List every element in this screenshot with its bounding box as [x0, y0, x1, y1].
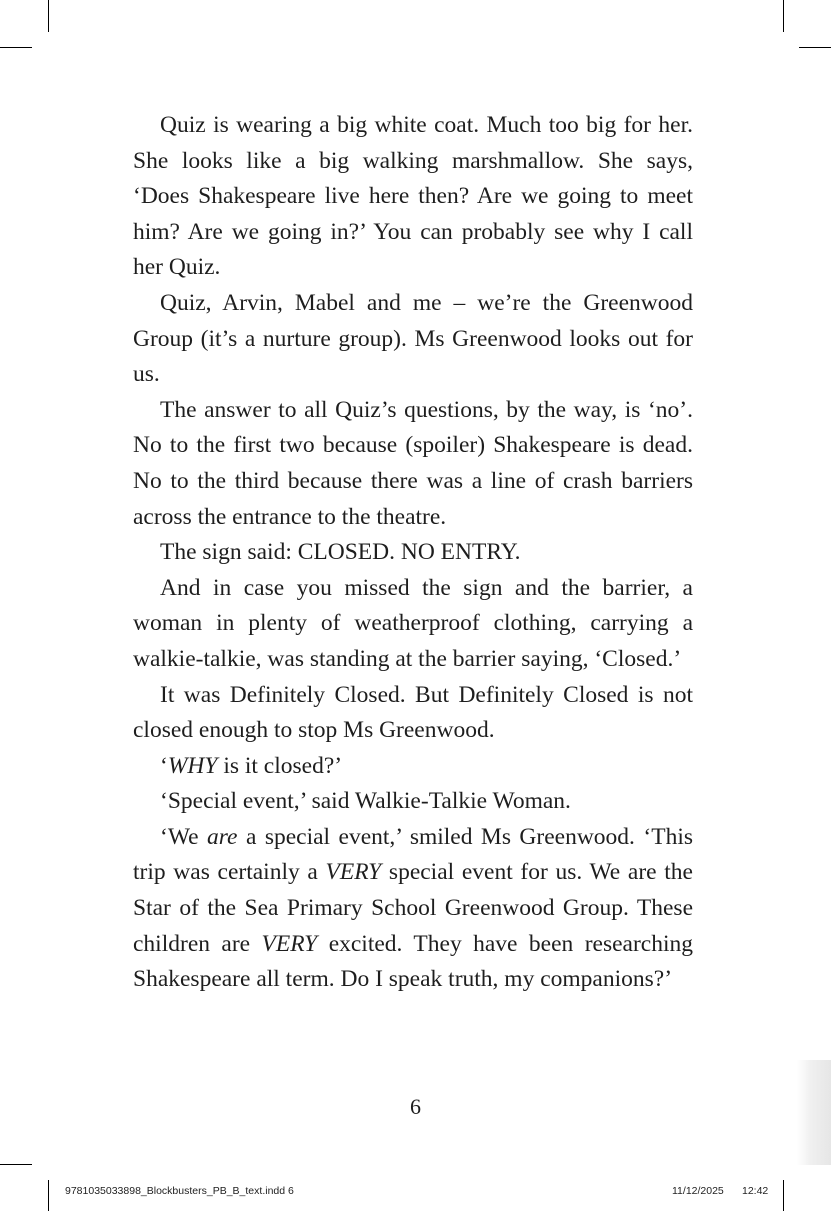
crop-mark	[783, 0, 784, 32]
text-run: is it closed?’	[217, 752, 343, 779]
paragraph	[133, 393, 693, 535]
italic-emphasis: are	[207, 823, 238, 850]
body-text	[133, 108, 693, 998]
crop-mark	[0, 1164, 32, 1165]
page-number: 6	[410, 1094, 421, 1119]
slug-date: 11/12/2025	[672, 1185, 724, 1197]
text-run: ‘	[160, 752, 168, 779]
italic-emphasis: VERY	[325, 859, 382, 886]
text-run: Quiz is wearing a big white coat. Much too big for her. She looks like a big walking marshmallow. She says, ‘Does Shakespeare live here then? Are we going to meet him? Are we going in?’ You can probably see why I call her Quiz.	[133, 112, 693, 281]
paragraph	[133, 749, 693, 785]
paragraph	[133, 820, 693, 998]
crop-mark	[48, 0, 49, 32]
paragraph	[133, 535, 693, 571]
text-run: special event for us. We are the Star of the Sea Primary School Greenwood Group. These children are	[133, 859, 693, 957]
text-run: a special event,’ smiled Ms Greenwood. ‘This trip was certainly a	[133, 823, 693, 886]
crop-mark	[799, 47, 831, 48]
text-run: And in case you missed the sign and the barrier, a woman in plenty of weatherproof clothing, carrying a walkie-talkie, was standing at the barrier saying, ‘Closed.’	[133, 574, 693, 672]
slug-time: 12:42	[742, 1185, 769, 1197]
crop-mark	[48, 1180, 49, 1211]
text-run: The answer to all Quiz’s questions, by the way, is ‘no’. No to the first two because (spoiler) Shakespeare is dead. No to the third because there was a line of crash barriers across the entrance to the theatre.	[133, 396, 693, 530]
italic-emphasis: VERY	[261, 930, 318, 957]
text-run: The sign said: CLOSED. NO ENTRY.	[160, 539, 521, 566]
text-run: ‘We	[160, 823, 208, 850]
slug-filename: 9781035033898_Blockbusters_PB_B_text.indd 6	[65, 1185, 294, 1197]
crop-mark	[783, 1180, 784, 1211]
paragraph	[133, 678, 693, 749]
text-run: ‘Special event,’ said Walkie-Talkie Woman.	[160, 788, 571, 815]
text-run: excited. They have been researching Shakespeare all term. Do I speak truth, my companions?’	[133, 930, 694, 993]
paragraph	[133, 571, 693, 678]
paragraph	[133, 784, 693, 820]
text-run: Quiz, Arvin, Mabel and me – we’re the Greenwood Group (it’s a nurture group). Ms Greenwood looks out for us.	[133, 289, 693, 388]
italic-emphasis: WHY	[167, 752, 218, 779]
crop-mark	[0, 47, 32, 48]
text-run: It was Definitely Closed. But Definitely Closed is not closed enough to stop Ms Greenwood.	[133, 681, 693, 744]
paragraph	[133, 108, 693, 286]
paragraph	[133, 286, 693, 393]
